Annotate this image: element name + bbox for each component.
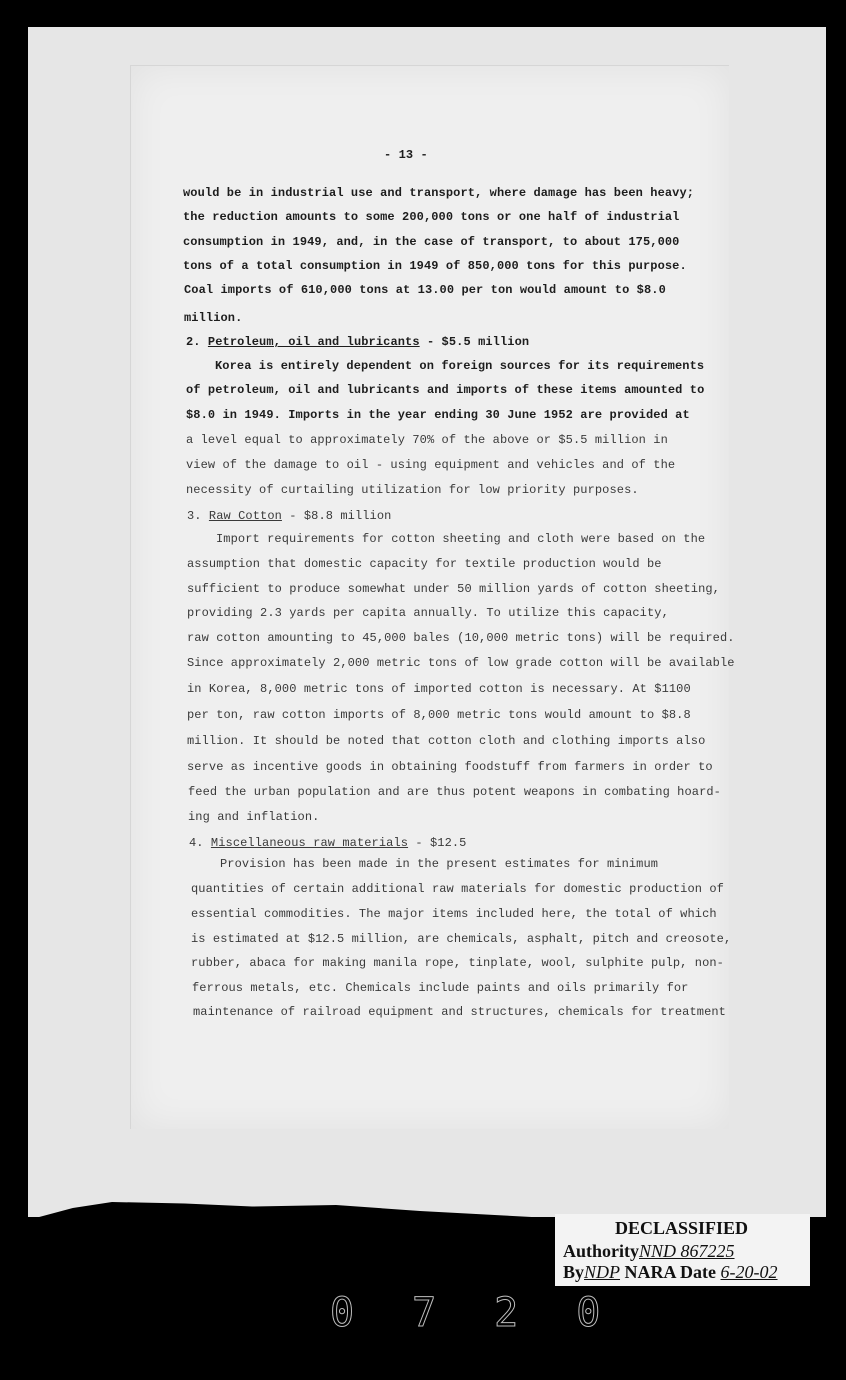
- frame-number: 0720: [330, 1290, 659, 1336]
- text-line: is estimated at $12.5 million, are chemicals, asphalt, pitch and creosote,: [191, 932, 732, 946]
- text-line: would be in industrial use and transport, where damage has been heavy;: [183, 186, 695, 200]
- section-title: Petroleum, oil and lubricants: [207, 335, 420, 349]
- section-3-heading: [187, 509, 391, 523]
- text-line: a level equal to approximately 70% of the above or $5.5 million in: [186, 433, 668, 447]
- text-line: ferrous metals, etc. Chemicals include paints and oils primarily for: [192, 981, 689, 995]
- text-line: quantities of certain additional raw materials for domestic production of: [191, 882, 724, 896]
- authority-value: NND 867225: [639, 1241, 735, 1261]
- text-line: necessity of curtailing utilization for low priority purposes.: [186, 483, 639, 497]
- text-line: tons of a total consumption in 1949 of 850,000 tons for this purpose.: [183, 259, 687, 273]
- page-number: - 13 -: [384, 148, 428, 162]
- section-amount: - $12.5: [408, 836, 467, 850]
- section-number: 2.: [186, 335, 201, 349]
- text-line: view of the damage to oil - using equipment and vehicles and of the: [186, 458, 676, 472]
- text-line: Coal imports of 610,000 tons at 13.00 per ton would amount to $8.0: [184, 283, 666, 297]
- section-title: Miscellaneous raw materials: [210, 836, 409, 850]
- by-label: By: [563, 1262, 585, 1282]
- text-line: Korea is entirely dependent on foreign sources for its requirements: [215, 359, 705, 373]
- text-line: $8.0 in 1949. Imports in the year ending 30 June 1952 are provided at: [186, 408, 690, 422]
- text-line: essential commodities. The major items included here, the total of which: [191, 907, 717, 921]
- section-number: 4.: [189, 836, 204, 850]
- text-line: raw cotton amounting to 45,000 bales (10,000 metric tons) will be required.: [187, 631, 735, 645]
- stamp-heading: DECLASSIFIED: [615, 1218, 749, 1238]
- text-line: maintenance of railroad equipment and structures, chemicals for treatment: [193, 1005, 726, 1019]
- section-4-heading: [189, 836, 466, 850]
- declassified-stamp: [555, 1214, 810, 1286]
- by-value: NDP: [584, 1262, 621, 1282]
- authority-label: Authority: [563, 1241, 639, 1261]
- text-line: Import requirements for cotton sheeting and cloth were based on the: [216, 532, 706, 546]
- text-line: providing 2.3 yards per capita annually. To utilize this capacity,: [187, 606, 669, 620]
- text-line: million. It should be noted that cotton cloth and clothing imports also: [187, 734, 706, 748]
- section-amount: - $5.5 million: [419, 335, 530, 349]
- text-line: Since approximately 2,000 metric tons of low grade cotton will be available: [187, 656, 735, 670]
- section-amount: - $8.8 million: [281, 509, 392, 523]
- text-line: ing and inflation.: [188, 810, 320, 824]
- text-line: of petroleum, oil and lubricants and imports of these items amounted to: [186, 383, 705, 397]
- text-line: in Korea, 8,000 metric tons of imported cotton is necessary. At $1100: [187, 682, 691, 696]
- section-title: Raw Cotton: [208, 509, 282, 523]
- text-line: the reduction amounts to some 200,000 tons or one half of industrial: [183, 210, 680, 224]
- date-value: 6-20-02: [720, 1262, 778, 1282]
- text-line: consumption in 1949, and, in the case of transport, to about 175,000: [183, 235, 680, 249]
- text-line: sufficient to produce somewhat under 50 million yards of cotton sheeting,: [187, 582, 720, 596]
- stamp-nara-date: [563, 1262, 778, 1283]
- nara-label: NARA Date: [624, 1262, 717, 1282]
- text-line: Provision has been made in the present estimates for minimum: [220, 857, 659, 871]
- text-line: assumption that domestic capacity for textile production would be: [187, 557, 662, 571]
- text-line: serve as incentive goods in obtaining foodstuff from farmers in order to: [187, 760, 713, 774]
- text-line: per ton, raw cotton imports of 8,000 metric tons would amount to $8.8: [187, 708, 691, 722]
- section-number: 3.: [187, 509, 202, 523]
- text-line: rubber, abaca for making manila rope, tinplate, wool, sulphite pulp, non-: [191, 956, 724, 970]
- section-2-heading: [186, 335, 529, 349]
- text-line: feed the urban population and are thus potent weapons in combating hoard-: [188, 785, 721, 799]
- stamp-authority: [563, 1241, 735, 1262]
- text-line: million.: [184, 311, 243, 325]
